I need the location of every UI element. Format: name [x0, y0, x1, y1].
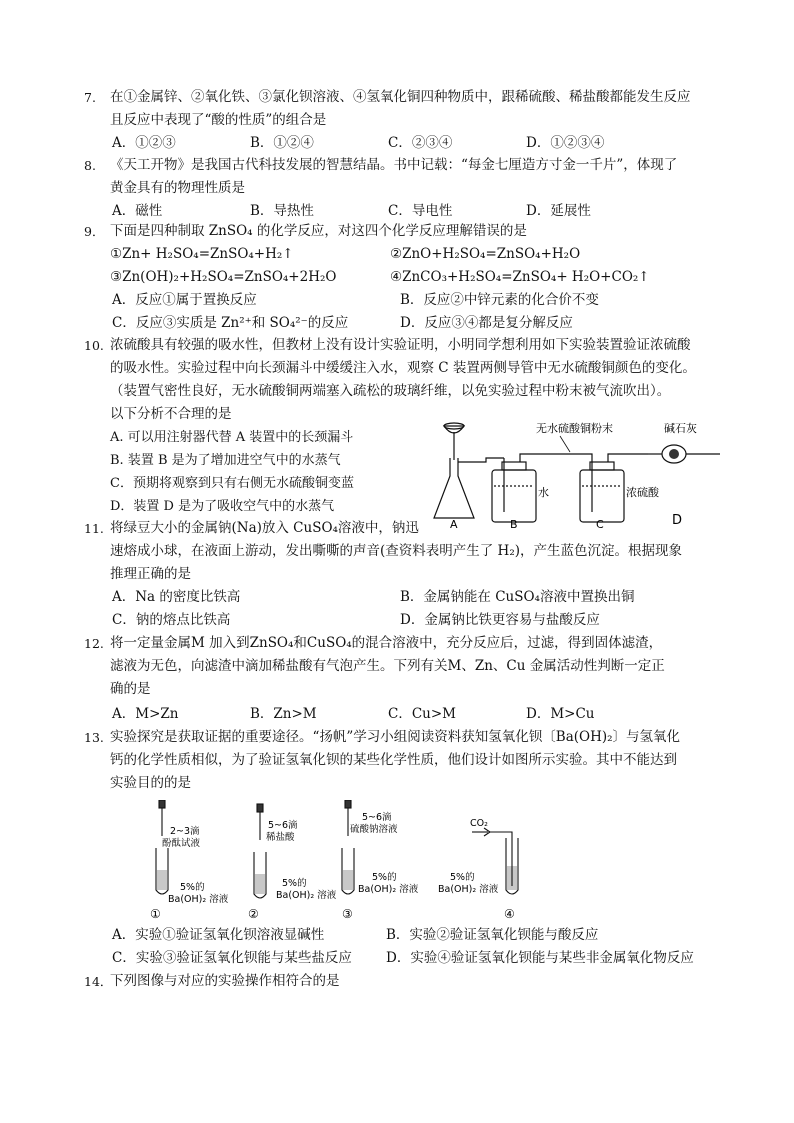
question-text: 下列图像与对应的实验操作相符合的是: [110, 973, 340, 989]
option-b[interactable]: B．①②④: [250, 135, 314, 151]
question-text: 将一定量金属M 加入到ZnSO₄和CuSO₄的混合溶液中，充分反应后，过滤，得到固体滤渣，: [110, 635, 663, 651]
question-9: [84, 220, 724, 335]
experiment-figure: [150, 800, 550, 922]
option-d[interactable]: D．M>Cu: [526, 706, 595, 722]
option-a[interactable]: A．实验①验证氢氧化钡溶液显碱性: [112, 927, 325, 943]
option-c[interactable]: C．实验③验证氢氧化钡能与某些盐反应: [112, 950, 352, 966]
option-d[interactable]: D．反应③④都是复分解反应: [400, 315, 573, 331]
tube2-reagent: 稀盐酸: [266, 832, 295, 843]
option-d[interactable]: D．①②③④: [526, 135, 605, 151]
label-d: D: [672, 513, 683, 528]
question-text: 黄金具有的物理性质是: [110, 180, 245, 196]
question-text: 且反应中表现了“酸的性质”的组合是: [110, 112, 327, 128]
option-c[interactable]: C．②③④: [388, 135, 453, 151]
tube3-sol-a: 5%的: [372, 872, 397, 883]
question-number: 8.: [84, 158, 96, 173]
tube3-reagent: 硫酸钠溶液: [350, 824, 398, 835]
question-text: 速熔成小球，在液面上游动，发出嘶嘶的声音(查资料表明产生了 H₂)，产生蓝色沉淀。根据现象: [110, 543, 683, 559]
question-13-options: [84, 924, 724, 970]
tube2-drops: 5~6滴: [268, 820, 298, 831]
option-d[interactable]: D．实验④验证氢氧化钡能与某些非金属氧化物反应: [386, 950, 694, 966]
option-a[interactable]: A．①②③: [112, 135, 176, 151]
question-text: 钙的化学性质相似，为了验证氢氧化钡的某些化学性质，他们设计如图所示实验。其中不能达到: [110, 752, 677, 768]
label-cuso4: 无水硫酸铜粉末: [536, 422, 613, 435]
question-text: 浓硫酸具有较强的吸水性，但教材上没有设计实验证明，小明同学想利用如下实验装置验证浓硫酸: [110, 337, 691, 353]
question-text: 将绿豆大小的金属钠(Na)放入 CuSO₄溶液中，钠迅: [110, 520, 419, 536]
label-water: 水: [538, 486, 549, 499]
tube4-sol-b: Ba(OH)₂ 溶液: [438, 884, 499, 895]
apparatus-diagram: [430, 418, 736, 530]
question-text: 下面是四种制取 ZnSO₄ 的化学反应，对这四个化学反应理解错误的是: [110, 223, 527, 239]
option-c[interactable]: C．反应③实质是 Zn²⁺和 SO₄²⁻的反应: [112, 315, 349, 331]
equation-2: ②ZnO+H₂SO₄=ZnSO₄+H₂O: [390, 246, 581, 262]
label-conc-acid: 浓硫酸: [626, 486, 659, 499]
label-a: A: [450, 518, 458, 530]
question-number: 9．: [84, 224, 105, 239]
tube4-sol-a: 5%的: [450, 872, 475, 883]
option-b[interactable]: B. 装置 B 是为了增加进空气中的水蒸气: [110, 453, 341, 468]
tube3-sol-b: Ba(OH)₂ 溶液: [358, 884, 419, 895]
option-d[interactable]: D．装置 D 是为了吸收空气中的水蒸气: [110, 499, 335, 514]
option-b[interactable]: B．实验②验证氢氧化钡能与酸反应: [386, 927, 599, 943]
question-text: 实验探究是获取证据的重要途径。“扬帆”学习小组阅读资料获知氢氧化钡〔Ba(OH)₂〕与氢氧化: [110, 729, 681, 745]
label-soda-lime: 碱石灰: [664, 422, 697, 435]
equation-3: ③Zn(OH)₂+H₂SO₄=ZnSO₄+2H₂O: [110, 269, 337, 285]
option-c[interactable]: C．预期将观察到只有右侧无水硫酸铜变蓝: [110, 476, 354, 491]
tube1-reagent: 酚酞试液: [162, 838, 201, 849]
exp-label-1: ①: [150, 907, 161, 921]
question-text: 以下分析不合理的是: [110, 406, 232, 422]
tube2-sol-a: 5%的: [282, 878, 307, 889]
label-b: B: [510, 518, 518, 530]
question-12: [84, 632, 724, 726]
question-text: 《天工开物》是我国古代科技发展的智慧结晶。书中记载：“每金七厘造方寸金一千片”，体现了: [110, 157, 678, 173]
experiment-diagram: [150, 800, 550, 922]
exp-label-2: ②: [248, 907, 259, 921]
option-b[interactable]: B．金属钠能在 CuSO₄溶液中置换出铜: [400, 589, 635, 605]
question-8: [84, 154, 724, 223]
question-11: [84, 517, 724, 632]
question-7: [84, 86, 724, 155]
question-text: 滤液为无色，向滤渣中滴加稀盐酸有气泡产生。下列有关M、Zn、Cu 金属活动性判断一定正: [110, 658, 665, 674]
exp-label-4: ④: [504, 907, 515, 921]
equation-4: ④ZnCO₃+H₂SO₄=ZnSO₄+ H₂O+CO₂↑: [390, 269, 650, 285]
question-13: [84, 726, 724, 795]
option-d[interactable]: D．延展性: [526, 203, 591, 219]
question-number: 13.: [84, 730, 104, 745]
tube1-drops: 2~3滴: [170, 826, 200, 837]
option-a[interactable]: A．磁性: [112, 203, 163, 219]
question-text: 推理正确的是: [110, 566, 191, 582]
question-number: 11.: [84, 521, 104, 536]
tube1-sol-a: 5%的: [180, 882, 205, 893]
question-text: 在①金属锌、②氧化铁、③氯化钡溶液、④氢氧化铜四种物质中，跟稀硫酸、稀盐酸都能发生反应: [110, 89, 691, 105]
option-c[interactable]: C．导电性: [388, 203, 453, 219]
tube1-sol-b: Ba(OH)₂ 溶液: [168, 894, 229, 905]
question-text: 的吸水性。实验过程中向长颈漏斗中缓缓注入水，观察 C 装置两侧导管中无水硫酸铜颜色的变化。: [110, 360, 696, 376]
option-c[interactable]: C．Cu>M: [388, 706, 456, 722]
option-d[interactable]: D．金属钠比铁更容易与盐酸反应: [400, 612, 600, 628]
soda-lime-icon: [669, 449, 679, 459]
option-b[interactable]: B．Zn>M: [250, 706, 317, 722]
option-a[interactable]: A．Na 的密度比铁高: [112, 589, 241, 605]
exp-label-3: ③: [342, 907, 353, 921]
option-b[interactable]: B．反应②中锌元素的化合价不变: [400, 292, 599, 308]
question-text: 确的是: [110, 681, 151, 697]
option-b[interactable]: B．导热性: [250, 203, 314, 219]
question-number: 12.: [84, 636, 104, 651]
equation-1: ①Zn+ H₂SO₄=ZnSO₄+H₂↑: [110, 246, 294, 262]
tube3-drops: 5~6滴: [362, 812, 392, 823]
option-a[interactable]: A．M>Zn: [112, 706, 179, 722]
option-a[interactable]: A．反应①属于置换反应: [112, 292, 257, 308]
tube4-gas: CO₂: [470, 818, 488, 829]
tube2-sol-b: Ba(OH)₂ 溶液: [276, 890, 337, 901]
apparatus-figure: [430, 418, 736, 530]
question-14: [84, 970, 724, 993]
option-a[interactable]: A. 可以用注射器代替 A 装置中的长颈漏斗: [110, 430, 354, 445]
question-number: 14．: [84, 974, 113, 989]
question-number: 7.: [84, 90, 96, 105]
question-text: 实验目的的是: [110, 775, 191, 791]
question-number: 10.: [84, 338, 104, 353]
question-text: （装置气密性良好，无水硫酸铜两端塞入疏松的玻璃纤维，以免实验过程中粉末被气流吹出）。: [110, 383, 671, 399]
label-c: C: [596, 518, 604, 530]
option-c[interactable]: C．钠的熔点比铁高: [112, 612, 231, 628]
